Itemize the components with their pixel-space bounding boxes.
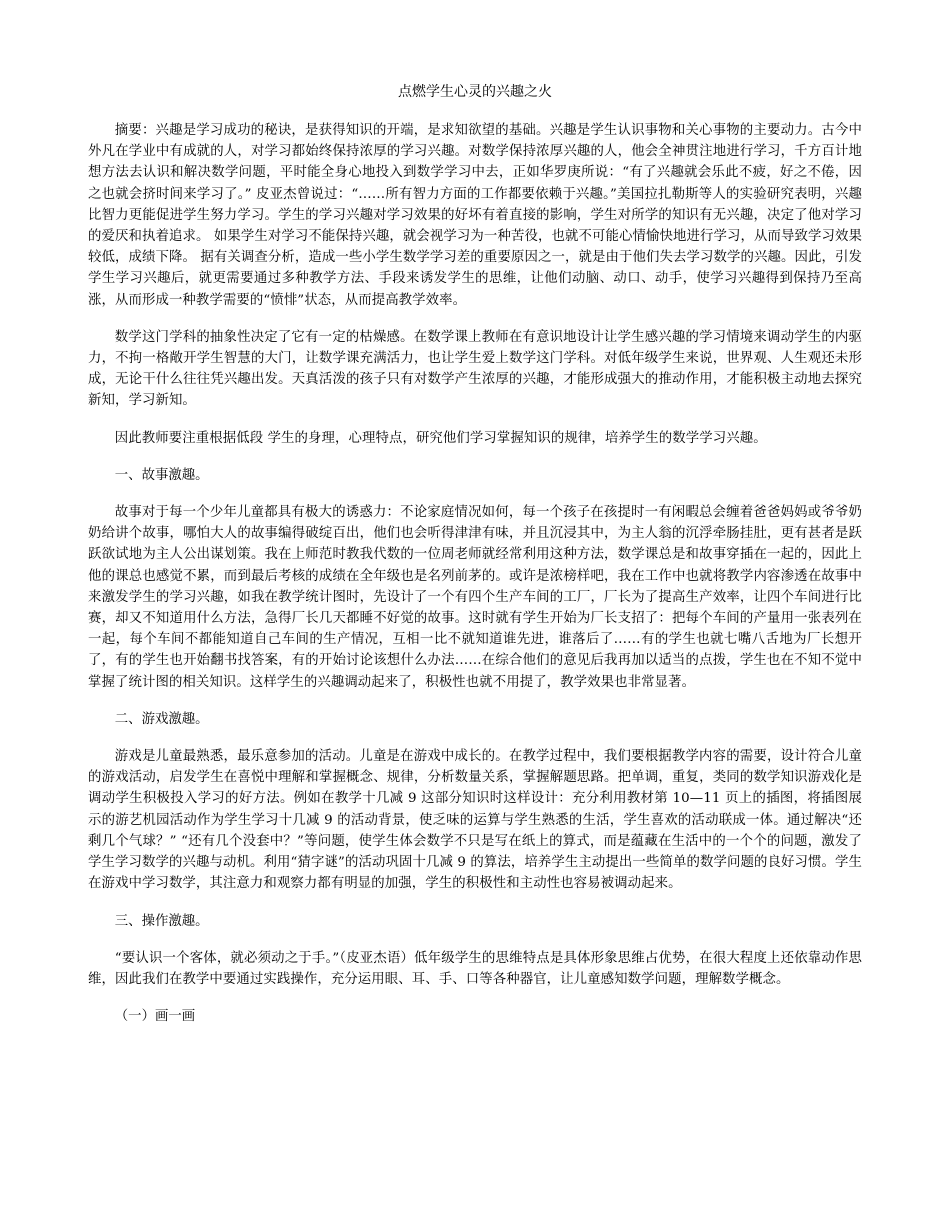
body-paragraph: 因此教师要注重根据低段 学生的身理，心理特点，研究他们学习掌握知识的规律，培养学生的数学学习兴趣。 [114, 430, 767, 446]
document-page [88, 82, 862, 1043]
body-paragraph: 数学这门学科的抽象性决定了它有一定的枯燥感。在数学课上教师在有意识地设计让学生感兴趣的学习情境来调动学生的内驱力，不拘一格敞开学生智慧的大门，让数学课充满活力，也让学生爱上数学这门学科。对低年级学生来说，世界观、人生观还未形成，无论干什么往往凭兴趣出发。天真活泼的孩子只有对数学产生浓厚的兴趣，才能形成强大的推动作用，才能积极主动地去探究新知，学习新知。 [88, 329, 862, 409]
section-heading: 一、故事激趣。 [114, 467, 209, 483]
section-heading: 二、游戏激趣。 [114, 711, 209, 727]
body-paragraph: 游戏是儿童最熟悉，最乐意参加的活动。儿童是在游戏中成长的。在教学过程中，我们要根据教学内容的需要，设计符合儿童的游戏活动，启发学生在喜悦中理解和掌握概念、规律，分析数量关系，掌握解题思路。把单调，重复，类同的数学知识游戏化是调动学生积极投入学习的好方法。例如在教学十几减 9 这部分知识时这样设计：充分利用教材第 10—11 页上的插图，将插图展示的游艺机园活动作为学生学习十几减 9 的活动背景，使乏味的运算与学生熟悉的生活，学生喜欢的活动联成一体。通过解决“还剩几个气球？” “还有几个没套中？”等问题，使学生体会数学不只是写在纸上的算式，而是蕴藏在生活中的一个个的问题，激发了学生学习数学的兴趣与动机。利用“猜字谜”的活动巩固十几减 9 的算法，培养学生主动提出一些简单的数学问题的良好习惯。学生在游戏中学习数学，其注意力和观察力都有明显的加强，学生的积极性和主动性也容易被调动起来。 [88, 749, 862, 892]
section-heading: 三、操作激趣。 [114, 913, 209, 929]
document-title: 点燃学生心灵的兴趣之火 [398, 84, 552, 100]
body-paragraph: 故事对于每一个少年儿童都具有极大的诱惑力：不论家庭情况如何，每一个孩子在孩提时一有闲暇总会缠着爸爸妈妈或爷爷奶奶给讲个故事，哪怕大人的故事编得破绽百出，他们也会听得津津有味，并且沉浸其中，为主人翁的沉浮牵肠挂肚，更有甚者是跃跃欲试地为主人公出谋划策。我在上师范时教我代数的一位周老师就经常利用这种方法，数学课总是和故事穿插在一起的，因此上他的课总也感觉不累，而到最后考核的成绩在全年级也是名列前茅的。或许是浓榜样吧，我在工作中也就将教学内容渗透在故事中来激发学生的学习兴趣，如我在教学统计图时，先设计了一个有四个生产车间的工厂，厂长为了提高生产效率，让四个车间进行比赛，却又不知道用什么方法，急得厂长几天都睡不好觉的故事。这时就有学生开始为厂长支招了：把每个车间的产量用一张表列在一起，每个车间不都能知道自己车间的生产情况，互相一比不就知道谁先进，谁落后了……有的学生也就七嘴八舌地为厂长想开了，有的学生也开始翻书找答案，有的开始讨论该想什么办法……在综合他们的意见后我再加以适当的点拨，学生也在不知不觉中掌握了统计图的相关知识。这样学生的兴趣调动起来了，积极性也就不用提了，教学效果也非常显著。 [88, 505, 862, 690]
subsection-heading: （一）画一画 [114, 1009, 196, 1025]
abstract-paragraph: 摘要：兴趣是学习成功的秘诀，是获得知识的开端，是求知欲望的基础。兴趣是学生认识事物和关心事物的主要动力。古今中外凡在学业中有成就的人，对学习都始终保持浓厚的学习兴趣。对数学保持浓厚兴趣的人，他会全神贯注地进行学习，千方百计地想方法去认识和解决数学问题，平时能全身心地投入到数学学习中去，正如华罗庚所说：“有了兴趣就会乐此不疲，好之不倦，因之也就会挤时间来学习了。” 皮亚杰曾说过：“……所有智力方面的工作都要依赖于兴趣。”美国拉扎勒斯等人的实验研究表明，兴趣比智力更能促进学生努力学习。学生的学习兴趣对学习效果的好坏有着直接的影响，学生对所学的知识有无兴趣，决定了他对学习的爱厌和执着追求。 如果学生对学习不能保持兴趣，就会视学习为一种苦役，也就不可能心情愉快地进行学习，从而导致学习效果较低，成绩下降。 据有关调查分析，造成一些小学生数学学习差的重要原因之一，就是由于他们失去学习数学的兴趣。因此，引发学生学习兴趣后，就更需要通过多种教学方法、手段来诱发学生的思维，让他们动脑、动口、动手，使学习兴趣得到保持乃至高涨，从而形成一种教学需要的“愤悱”状态，从而提高教学效率。 [88, 123, 862, 308]
body-paragraph: “要认识一个客体，就必须动之于手。”（皮亚杰语）低年级学生的思维特点是具体形象思维占优势，在很大程度上还依靠动作思维，因此我们在教学中要通过实践操作，充分运用眼、耳、手、口等各种器官，让儿童感知数学问题，理解数学概念。 [88, 950, 862, 987]
